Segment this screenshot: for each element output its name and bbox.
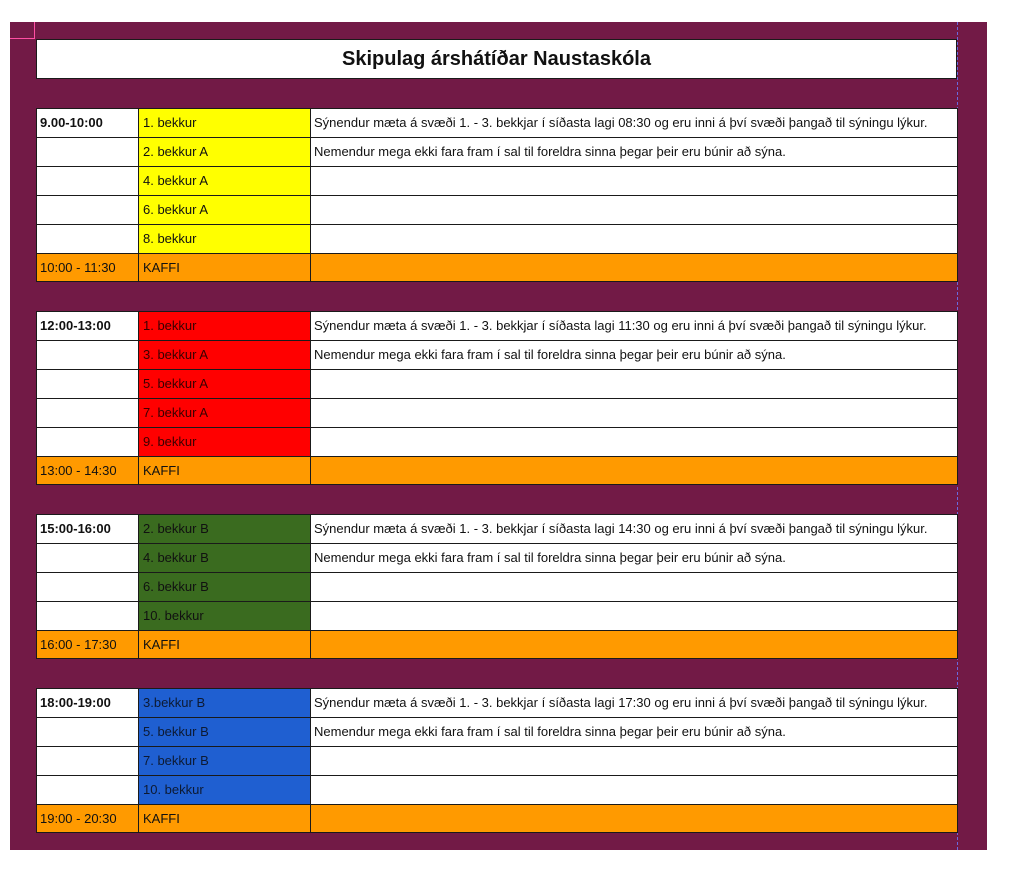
class-cell: 9. bekkur [138,427,310,456]
class-cell: 4. bekkur A [138,166,310,195]
empty-cell [310,456,958,485]
empty-cell [310,746,958,775]
empty-cell [36,195,138,224]
time-slot: 12:00-13:00 [36,311,138,340]
note-cell: Nemendur mega ekki fara fram í sal til foreldra sinna þegar þeir eru búnir að sýna. [310,340,958,369]
table-row [36,746,958,775]
time-slot: 9.00-10:00 [36,108,138,137]
table-row [36,543,958,572]
break-label: KAFFI [138,804,310,833]
table-row [36,398,958,427]
class-cell: 1. bekkur [138,108,310,137]
time-slot: 18:00-19:00 [36,688,138,717]
empty-cell [36,543,138,572]
table-row [36,166,958,195]
empty-cell [36,398,138,427]
empty-cell [310,398,958,427]
break-time: 13:00 - 14:30 [36,456,138,485]
schedule-block-4 [36,688,958,833]
class-cell: 8. bekkur [138,224,310,253]
class-cell: 5. bekkur B [138,717,310,746]
class-cell: 10. bekkur [138,601,310,630]
empty-cell [36,166,138,195]
break-time: 19:00 - 20:30 [36,804,138,833]
empty-cell [36,137,138,166]
table-row [36,601,958,630]
break-row [36,253,958,282]
class-cell: 7. bekkur A [138,398,310,427]
empty-cell [310,195,958,224]
note-cell: Sýnendur mæta á svæði 1. - 3. bekkjar í síðasta lagi 14:30 og eru inni á því svæði þangað til sýningu lýkur. [310,514,958,543]
class-cell: 6. bekkur B [138,572,310,601]
note-cell: Sýnendur mæta á svæði 1. - 3. bekkjar í síðasta lagi 17:30 og eru inni á því svæði þangað til sýningu lýkur. [310,688,958,717]
break-label: KAFFI [138,456,310,485]
table-row [36,369,958,398]
class-cell: 1. bekkur [138,311,310,340]
empty-cell [310,253,958,282]
page-title: Skipulag árshátíðar Naustaskóla [36,39,957,79]
class-cell: 5. bekkur A [138,369,310,398]
empty-cell [36,717,138,746]
empty-cell [310,166,958,195]
empty-cell [310,630,958,659]
schedule-block-2 [36,311,958,485]
break-time: 10:00 - 11:30 [36,253,138,282]
class-cell: 10. bekkur [138,775,310,804]
empty-cell [310,369,958,398]
empty-cell [310,572,958,601]
note-cell: Sýnendur mæta á svæði 1. - 3. bekkjar í síðasta lagi 11:30 og eru inni á því svæði þangað til sýningu lýkur. [310,311,958,340]
table-row [36,688,958,717]
class-cell: 2. bekkur B [138,514,310,543]
empty-cell [36,775,138,804]
empty-cell [36,746,138,775]
empty-cell [310,427,958,456]
class-cell: 3.bekkur B [138,688,310,717]
crop-mark [10,22,35,39]
schedule-block-3 [36,514,958,659]
break-row [36,804,958,833]
time-slot: 15:00-16:00 [36,514,138,543]
break-row [36,630,958,659]
empty-cell [36,224,138,253]
note-cell: Sýnendur mæta á svæði 1. - 3. bekkjar í síðasta lagi 08:30 og eru inni á því svæði þangað til sýningu lýkur. [310,108,958,137]
table-row [36,224,958,253]
class-cell: 6. bekkur A [138,195,310,224]
note-cell: Nemendur mega ekki fara fram í sal til foreldra sinna þegar þeir eru búnir að sýna. [310,717,958,746]
class-cell: 2. bekkur A [138,137,310,166]
empty-cell [36,601,138,630]
break-label: KAFFI [138,253,310,282]
note-cell: Nemendur mega ekki fara fram í sal til foreldra sinna þegar þeir eru búnir að sýna. [310,543,958,572]
empty-cell [36,369,138,398]
break-row [36,456,958,485]
empty-cell [36,340,138,369]
schedule-sheet [10,22,987,850]
break-time: 16:00 - 17:30 [36,630,138,659]
table-row [36,572,958,601]
table-row [36,514,958,543]
empty-cell [36,427,138,456]
empty-cell [310,804,958,833]
table-row [36,717,958,746]
table-row [36,108,958,137]
class-cell: 4. bekkur B [138,543,310,572]
empty-cell [310,601,958,630]
table-row [36,775,958,804]
note-cell: Nemendur mega ekki fara fram í sal til foreldra sinna þegar þeir eru búnir að sýna. [310,137,958,166]
table-row [36,340,958,369]
table-row [36,427,958,456]
break-label: KAFFI [138,630,310,659]
table-row [36,195,958,224]
table-row [36,311,958,340]
class-cell: 7. bekkur B [138,746,310,775]
schedule-block-1 [36,108,958,282]
empty-cell [310,775,958,804]
empty-cell [36,572,138,601]
empty-cell [310,224,958,253]
class-cell: 3. bekkur A [138,340,310,369]
table-row [36,137,958,166]
